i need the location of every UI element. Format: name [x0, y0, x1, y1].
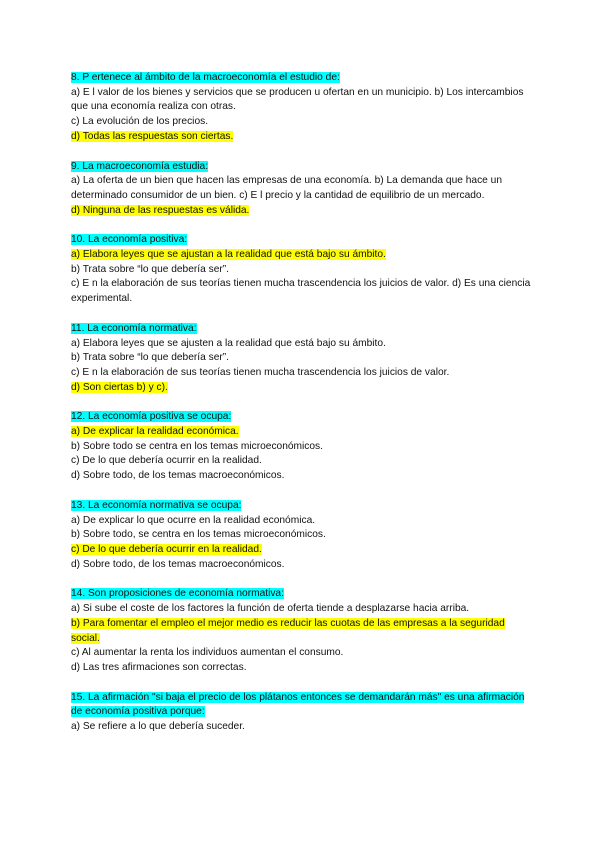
question-8-option-d-correct: d) Todas las respuestas son ciertas.: [71, 130, 234, 142]
question-9-title: 9. La macroeconomía estudia:: [71, 160, 209, 172]
question-12-option-a-correct: a) De explicar la realidad económica.: [71, 426, 239, 438]
question-10-title: 10. La economía positiva:: [71, 234, 188, 246]
question-10-option-a-correct: a) Elabora leyes que se ajustan a la realidad que está bajo su ámbito.: [71, 249, 386, 261]
question-13-option-b: b) Sobre todo, se centra en los temas microeconómicos.: [71, 529, 326, 541]
question-13-option-a: a) De explicar lo que ocurre en la realidad económica.: [71, 514, 316, 526]
question-11-option-b: b) Trata sobre “lo que debería ser”.: [71, 352, 229, 364]
question-13-option-c-correct: c) De lo que debería ocurrir en la realidad.: [71, 543, 262, 555]
question-block-12: [71, 410, 531, 484]
question-12-option-b: b) Sobre todo se centra en los temas microeconómicos.: [71, 440, 323, 452]
question-15-option-a: a) Se refiere a lo que debería suceder.: [71, 721, 245, 733]
question-8-title: 8. P ertenece al ámbito de la macroeconomía el estudio de:: [71, 72, 340, 83]
quiz-document: [71, 71, 531, 750]
question-block-11: [71, 322, 531, 396]
question-14-option-c: c) Al aumentar la renta los individuos aumentan el consumo.: [71, 647, 344, 659]
question-block-13: [71, 499, 531, 573]
question-9-option-d-correct: d) Ninguna de las respuestas es válida.: [71, 204, 250, 216]
question-14-option-d: d) Las tres afirmaciones son correctas.: [71, 661, 247, 673]
question-8-option-c: c) La evolución de los precios.: [71, 116, 209, 128]
question-block-15: [71, 691, 531, 735]
question-8-option-a-b: a) E l valor de los bienes y servicios que se producen u ofertan en un municipio. b) Los intercambios que una economía realiza con otras.: [71, 86, 524, 113]
question-11-option-a: a) Elabora leyes que se ajusten a la realidad que está bajo su ámbito.: [71, 337, 386, 349]
question-11-option-d-correct: d) Son ciertas b) y c).: [71, 381, 168, 393]
question-block-8: [71, 71, 531, 145]
question-11-option-c: c) E n la elaboración de sus teorías tienen mucha trascendencia los juicios de valor.: [71, 366, 450, 378]
question-10-option-b: b) Trata sobre “lo que debería ser”.: [71, 263, 229, 275]
question-14-option-a: a) Si sube el coste de los factores la función de oferta tiende a desplazarse hacia arriba.: [71, 603, 470, 615]
question-12-title: 12. La economía positiva se ocupa:: [71, 411, 232, 423]
question-9-option-a-b-c: a) La oferta de un bien que hacen las empresas de una economía. b) La demanda que hace un determinado consumidor de un bien. c) E l precio y la cantidad de equilibrio de un mercado.: [71, 175, 503, 201]
question-11-title: 11. La economía normativa:: [71, 322, 197, 334]
question-block-9: [71, 160, 531, 219]
question-13-option-d: d) Sobre todo, de los temas macroeconómicos.: [71, 558, 285, 570]
question-14-title: 14. Son proposiciones de economía normativa:: [71, 588, 284, 600]
question-12-option-d: d) Sobre todo, de los temas macroeconómicos.: [71, 470, 285, 482]
question-block-10: [71, 233, 531, 307]
question-block-14: [71, 587, 531, 675]
question-14-option-b-correct: b) Para fomentar el empleo el mejor medio es reducir las cuotas de las empresas a la seguridad social.: [71, 617, 505, 644]
question-15-title: 15. La afirmación "si baja el precio de los plátanos entonces se demandarán más" es una afirmación de economía positiva porque:: [71, 691, 525, 718]
question-10-option-c-d: c) E n la elaboración de sus teorías tienen mucha trascendencia los juicios de valor. d) Es una ciencia experimental.: [71, 278, 531, 305]
question-13-title: 13. La economía normativa se ocupa:: [71, 499, 242, 511]
question-12-option-c: c) De lo que debería ocurrir en la realidad.: [71, 455, 262, 467]
